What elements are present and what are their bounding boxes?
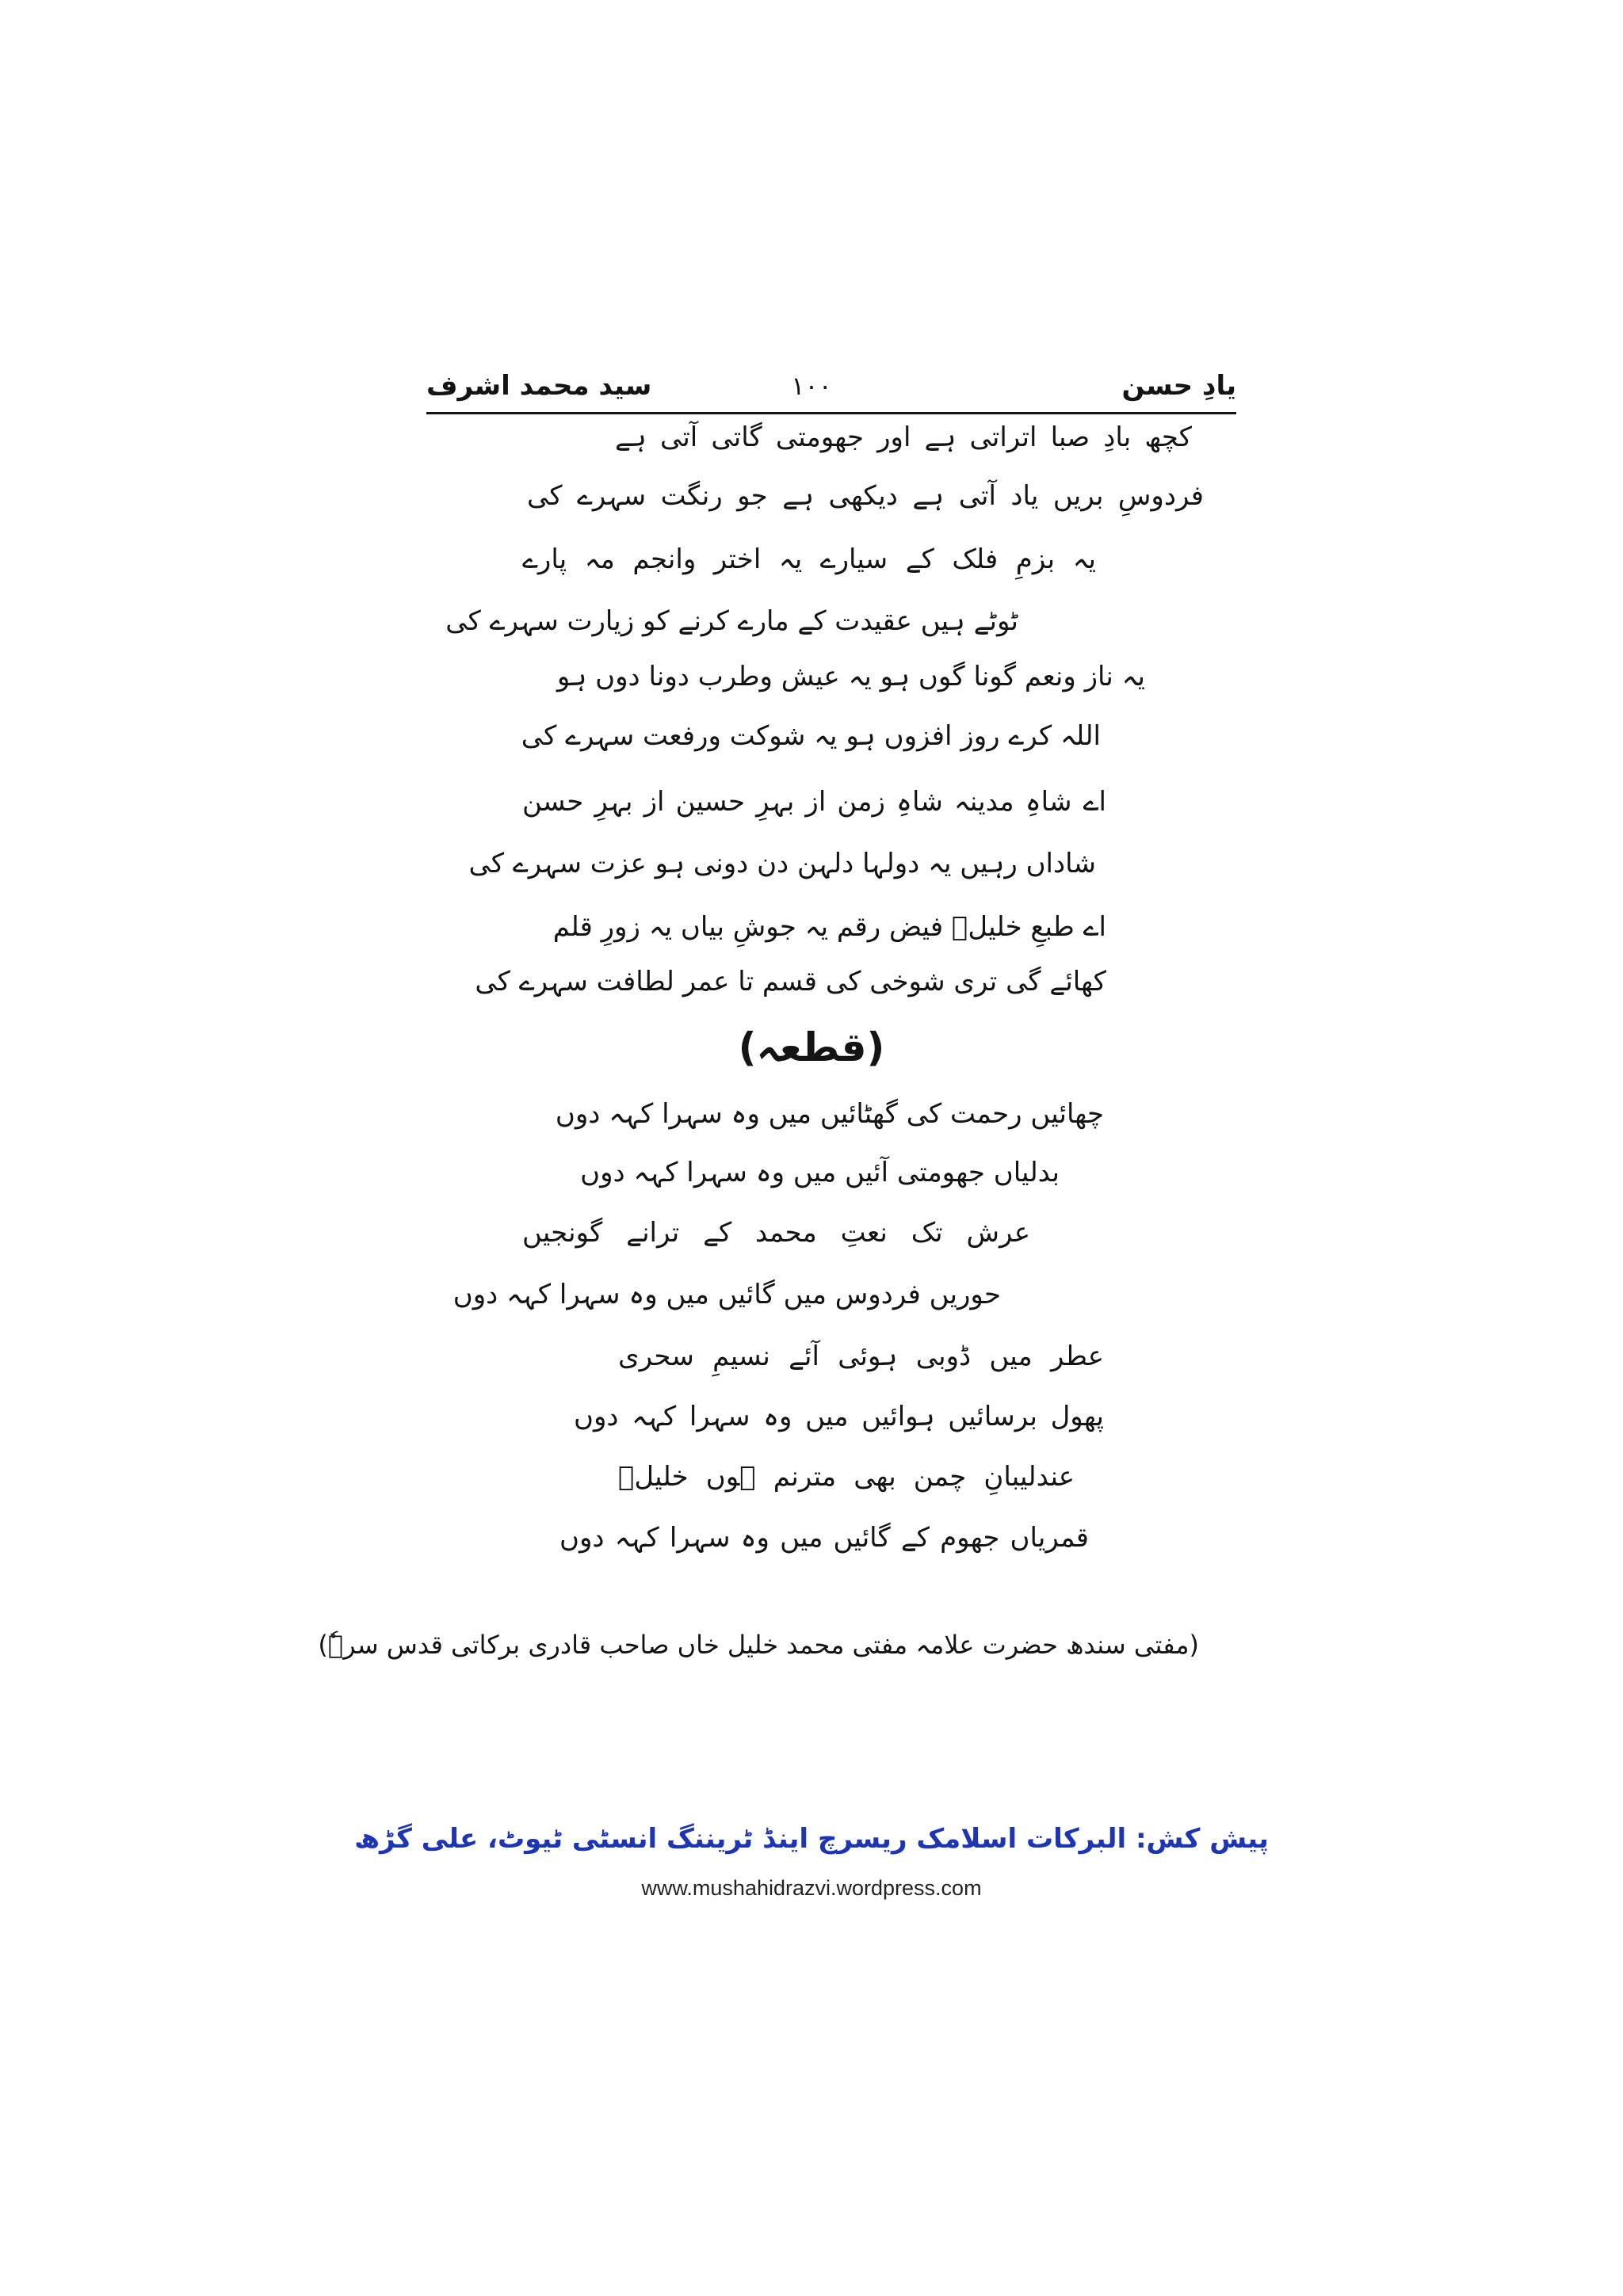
poem-line: اللہ کرے روز افزوں ہو یہ شوکت ورفعت سہرے کی	[521, 720, 1101, 752]
qataa-line: عندلیبانِ چمن بھی مترنم ہوں خلیلؔ	[618, 1461, 1075, 1493]
qataa-line: قمریاں جھوم کے گائیں میں وہ سہرا کہہ دوں	[559, 1522, 1089, 1554]
footer-url: www.mushahidrazvi.wordpress.com	[641, 1876, 982, 1900]
poem-line: یہ ناز ونعم گونا گوں ہو یہ عیش وطرب دونا دوں ہو	[556, 661, 1145, 692]
header-author-name: سید محمد اشرف	[426, 370, 652, 402]
qataa-line: حوریں فردوس میں گائیں میں وہ سہرا کہہ دوں	[453, 1279, 1001, 1310]
poem-line: کچھ بادِ صبا اتراتی ہے اور جھومتی گاتی آتی ہے	[615, 421, 1192, 453]
header-page-number: ۱۰۰	[791, 371, 832, 401]
footer-presenter: پیش کش: البرکات اسلامک ریسرچ اینڈ ٹریننگ انسٹی ٹیوٹ، علی گڑھ	[354, 1823, 1269, 1855]
qataa-line: عرش تک نعتِ محمد کے ترانے گونجیں	[522, 1217, 1030, 1249]
qataa-line: پھول برسائیں ہوائیں میں وہ سہرا کہہ دوں	[574, 1401, 1104, 1432]
poem-line: یہ بزمِ فلک کے سیارے یہ اختر وانجم مہ پارے	[522, 543, 1096, 575]
qataa-heading: (قطعہ)	[738, 1024, 885, 1070]
qataa-line: عطر میں ڈوبی ہوئی آئے نسیمِ سحری	[618, 1341, 1104, 1372]
qataa-line: چھائیں رحمت کی گھٹائیں میں وہ سہرا کہہ دوں	[555, 1098, 1104, 1130]
poem-line: فردوسِ بریں یاد آتی ہے دیکھی ہے جو رنگت سہرے کی	[527, 480, 1204, 512]
header-book-title: یادِ حسن	[1121, 370, 1236, 402]
qataa-line: بدلیاں جھومتی آئیں میں وہ سہرا کہہ دوں	[580, 1157, 1060, 1188]
poem-line: شاداں رہیں یہ دولہا دلہن دن دونی ہو عزت سہرے کی	[468, 848, 1096, 879]
poem-line: ٹوٹے ہیں عقیدت کے مارے کرنے کو زیارت سہرے کی	[445, 605, 1018, 637]
poet-attribution: (مفتی سندھ حضرت علامہ مفتی محمد خلیل خاں صاحب قادری برکاتی قدس سرہٗ)	[318, 1630, 1199, 1660]
poem-line: کھائے گی تری شوخی کی قسم تا عمر لطافت سہرے کی	[475, 966, 1106, 997]
poem-line: اے شاہِ مدینہ شاہِ زمن از بہرِ حسین از بہرِ حسن	[522, 786, 1106, 818]
poem-line: اے طبعِ خلیلؔ فیض رقم یہ جوشِ بیاں یہ زورِ قلم	[552, 911, 1106, 943]
